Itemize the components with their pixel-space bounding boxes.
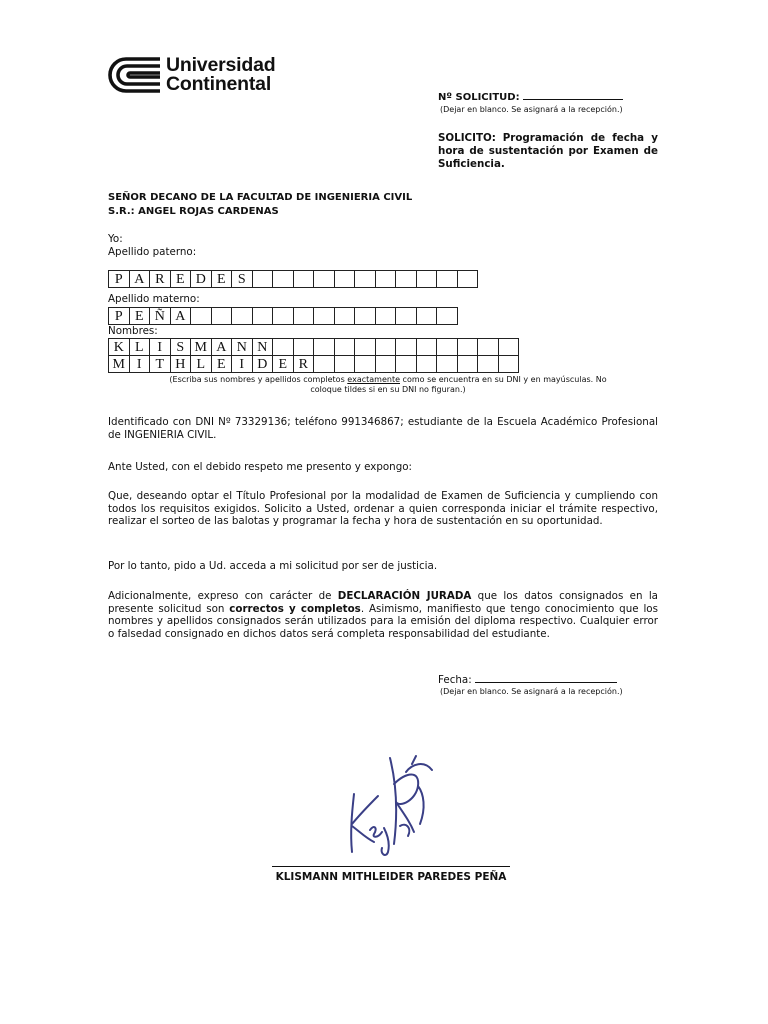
university-logo	[108, 56, 298, 96]
paterno-cell: A	[129, 271, 150, 288]
declaration-part-e: . Asimismo, manifiesto que tengo conocimiento que los nombres y apellidos consignados serán utilizados para la emisión del diploma respectivo. Cualquier error o falsedad consignado en dichos datos será completa responsabilidad del estudiante.	[108, 602, 658, 640]
nombres-row1-cell	[498, 339, 519, 356]
addressee-line2: S.R.: ANGEL ROJAS CARDENAS	[108, 206, 279, 217]
logo-line2: Continental	[166, 73, 272, 95]
fecha-block	[438, 674, 617, 687]
fecha-blank-line	[475, 682, 617, 683]
paragraph-declaration	[108, 590, 658, 640]
continental-logo-icon	[108, 56, 162, 94]
paterno-cell	[355, 271, 376, 288]
fecha-label: Fecha:	[438, 674, 472, 686]
materno-cell	[396, 308, 417, 325]
declaration-jurada: DECLARACIÓN JURADA	[337, 590, 472, 602]
declaration-part-a: Adicionalmente, expreso con carácter de	[108, 590, 332, 602]
nombres-row2-cell	[478, 356, 499, 373]
paragraph-identification: Identificado con DNI Nº 73329136; teléfono 991346867; estudiante de la Escuela Académico Profesional de INGENIERIA CIVIL.	[108, 416, 658, 441]
paterno-cell: R	[150, 271, 171, 288]
nombres-row1-cell: M	[191, 339, 212, 356]
nombres-row1-cell: A	[211, 339, 232, 356]
nombres-row2-cell	[437, 356, 458, 373]
note-underlined: exactamente	[347, 375, 400, 384]
materno-cell	[355, 308, 376, 325]
paterno-cell: P	[109, 271, 130, 288]
paterno-grid	[108, 270, 478, 288]
addressee-line1: SEÑOR DECANO DE LA FACULTAD DE INGENIERIA CIVIL	[108, 192, 413, 203]
nombres-row2-cell: M	[109, 356, 130, 373]
materno-cell	[416, 308, 437, 325]
materno-cell	[314, 308, 335, 325]
nombres-row2-cell: D	[252, 356, 273, 373]
nombres-row1-cell	[293, 339, 314, 356]
yo-label: Yo:	[108, 233, 123, 245]
logo-wordmark	[166, 56, 275, 94]
nombres-row1-cell	[478, 339, 499, 356]
nombres-row2-cell	[334, 356, 355, 373]
paterno-cell	[252, 271, 273, 288]
materno-label: Apellido materno:	[108, 293, 200, 305]
nombres-row2-cell: T	[150, 356, 171, 373]
materno-cell	[293, 308, 314, 325]
solicitud-label: Nº SOLICITUD:	[438, 92, 520, 103]
materno-cell	[437, 308, 458, 325]
materno-cell	[252, 308, 273, 325]
materno-grid	[108, 307, 458, 325]
nombres-grid	[108, 338, 519, 373]
solicito-block	[438, 132, 658, 171]
paterno-cell	[334, 271, 355, 288]
materno-cell	[334, 308, 355, 325]
materno-cell	[232, 308, 253, 325]
nombres-row2-cell: E	[273, 356, 294, 373]
paterno-cell: S	[232, 271, 253, 288]
nombres-row1-cell	[334, 339, 355, 356]
paterno-cell	[396, 271, 417, 288]
materno-cell	[273, 308, 294, 325]
solicitud-blank-line	[523, 99, 623, 100]
nombres-row2-cell	[396, 356, 417, 373]
nombres-row1-cell	[273, 339, 294, 356]
materno-cell	[191, 308, 212, 325]
nombres-row2-cell: I	[232, 356, 253, 373]
nombres-row1-cell	[355, 339, 376, 356]
paterno-cell	[293, 271, 314, 288]
handwritten-signature	[340, 752, 450, 862]
paragraph-request: Que, deseando optar el Título Profesional por la modalidad de Examen de Suficiencia y cumpliendo con todos los requisitos exigidos. Solicito a Usted, ordenar a quien corresponda iniciar el trámite respectivo, realizar el sorteo de las balotas y programar la fecha y hora de sustentación en su oportunidad.	[108, 490, 658, 528]
fecha-blank-note: (Dejar en blanco. Se asignará a la recepción.)	[440, 687, 623, 696]
nombres-row1-cell	[457, 339, 478, 356]
paterno-cell: D	[191, 271, 212, 288]
solicitud-blank-note: (Dejar en blanco. Se asignará a la recepción.)	[440, 105, 623, 114]
nombres-row1-cell: N	[252, 339, 273, 356]
paterno-cell	[416, 271, 437, 288]
note-line2: coloque tildes si en su DNI no figuran.)	[310, 385, 466, 394]
signature-name: KLISMANN MITHLEIDER PAREDES PEÑA	[275, 871, 507, 883]
nombres-row2-cell	[375, 356, 396, 373]
addressee	[108, 191, 412, 219]
nombres-row2-cell: E	[211, 356, 232, 373]
signature-line	[272, 866, 510, 867]
nombres-row1-cell: I	[150, 339, 171, 356]
materno-cell: Ñ	[150, 308, 171, 325]
materno-cell: P	[109, 308, 130, 325]
nombres-row2-cell	[416, 356, 437, 373]
paterno-cell	[437, 271, 458, 288]
declaration-part-c: que los datos consignados en la presente solicitud son	[108, 590, 658, 615]
note-part1: (Escriba sus nombres y apellidos completos	[169, 375, 345, 384]
nombres-row2-cell: L	[191, 356, 212, 373]
materno-cell	[211, 308, 232, 325]
paterno-label: Apellido paterno:	[108, 246, 197, 258]
nombres-label: Nombres:	[108, 325, 158, 337]
declaration-correctos: correctos y completos	[229, 602, 361, 615]
solicito-label: SOLICITO:	[438, 132, 496, 144]
paterno-cell: E	[211, 271, 232, 288]
nombres-row2-cell: H	[170, 356, 191, 373]
nombres-row2-cell	[457, 356, 478, 373]
paterno-cell: E	[170, 271, 191, 288]
materno-cell: E	[129, 308, 150, 325]
paragraph-closing: Por lo tanto, pido a Ud. acceda a mi solicitud por ser de justicia.	[108, 560, 438, 572]
nombres-row2-cell	[498, 356, 519, 373]
nombres-row2-cell: R	[293, 356, 314, 373]
nombres-row1-cell: S	[170, 339, 191, 356]
names-instruction-note	[108, 375, 668, 395]
nombres-row2-cell	[314, 356, 335, 373]
solicitud-number-block	[438, 92, 623, 104]
logo-line1: Universidad	[166, 54, 276, 76]
nombres-row1-cell	[396, 339, 417, 356]
paterno-cell	[457, 271, 478, 288]
materno-cell: A	[170, 308, 191, 325]
paragraph-greeting: Ante Usted, con el debido respeto me presento y expongo:	[108, 461, 412, 473]
nombres-row1-cell	[375, 339, 396, 356]
nombres-row1-cell	[416, 339, 437, 356]
paterno-cell	[375, 271, 396, 288]
nombres-row1-cell: N	[232, 339, 253, 356]
paterno-cell	[314, 271, 335, 288]
nombres-row1-cell	[437, 339, 458, 356]
note-part2: como se encuentra en su DNI y en mayúsculas. No	[402, 375, 607, 384]
materno-cell	[375, 308, 396, 325]
nombres-row1-cell: L	[129, 339, 150, 356]
nombres-row1-cell	[314, 339, 335, 356]
nombres-row1-cell: K	[109, 339, 130, 356]
nombres-row2-cell: I	[129, 356, 150, 373]
solicito-text: Programación de fecha y hora de sustentación por Examen de Suficiencia.	[438, 132, 658, 170]
nombres-row2-cell	[355, 356, 376, 373]
paterno-cell	[273, 271, 294, 288]
